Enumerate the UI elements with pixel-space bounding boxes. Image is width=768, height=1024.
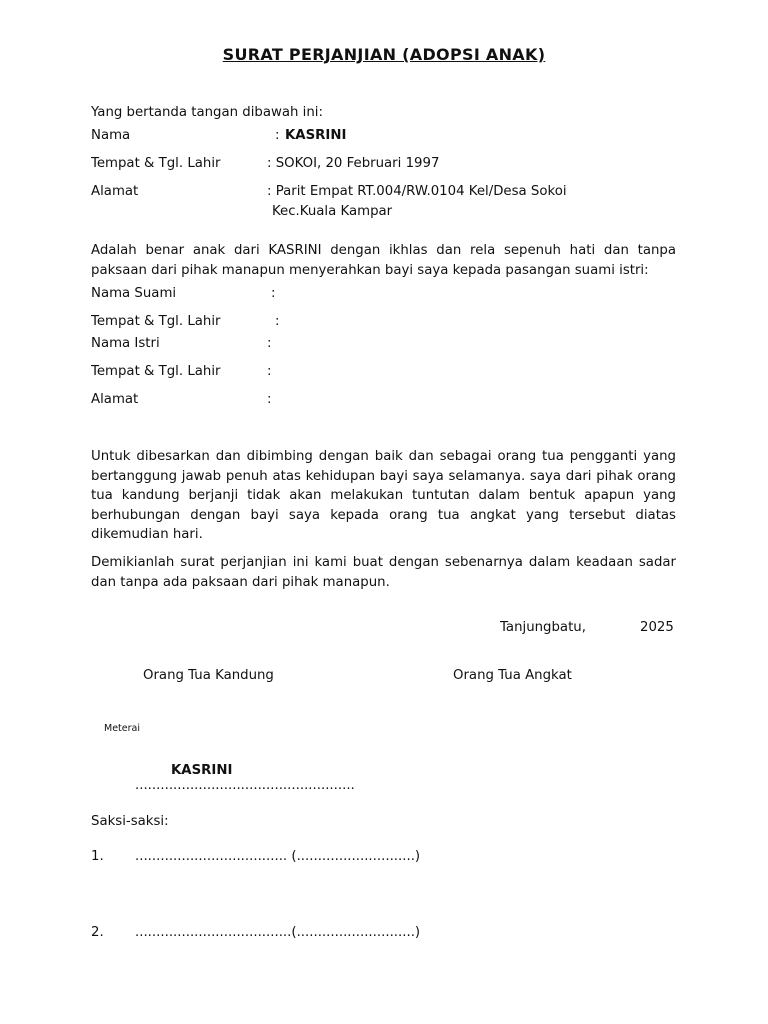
witness-number: 2. <box>91 925 104 940</box>
wife-birth-label: Tempat & Tgl. Lahir <box>91 364 221 379</box>
wife-name-colon: : <box>267 336 272 351</box>
wife-birth-colon: : <box>267 364 272 379</box>
witness-line: .................................... (............................) <box>135 849 421 864</box>
husband-name-colon: : <box>271 286 276 301</box>
signer-address-line1: : Parit Empat RT.004/RW.0104 Kel/Desa Sokoi <box>267 184 567 199</box>
signer-name-value: KASRINI <box>285 128 347 143</box>
stamp-label: Meterai <box>104 723 140 734</box>
witness-number: 1. <box>91 849 104 864</box>
place-text: Tanjungbatu, <box>500 620 586 635</box>
statement-paragraph: Adalah benar anak dari KASRINI dengan ikhlas dan rela sepenuh hati dan tanpa paksaan dari pihak manapun menyerahkan bayi saya kepada pasangan suami istri: <box>91 243 676 278</box>
adopters-address-colon: : <box>267 392 272 407</box>
husband-birth-label: Tempat & Tgl. Lahir <box>91 314 221 329</box>
adopters-address-label: Alamat <box>91 392 139 407</box>
signature-line: .................................................... <box>135 778 355 793</box>
witness-line: .....................................(............................) <box>135 925 421 940</box>
signer-name-label: Nama <box>91 128 131 143</box>
commitment-paragraph: Untuk dibesarkan dan dibimbing dengan baik dan sebagai orang tua pengganti yang bertanggung jawab penuh atas kehidupan bayi saya selamanya. saya dari pihak orang tua kandung berjanji tidak akan melakukan tuntutan dalam bentuk apapun yang berhubungan dengan bayi saya kepada orang tua angkat yang tersebut diatas dikemudian hari. <box>91 449 676 543</box>
signer-address-label: Alamat <box>91 184 139 199</box>
wife-name-label: Nama Istri <box>91 336 160 351</box>
document-title: SURAT PERJANJIAN (ADOPSI ANAK) <box>222 45 546 64</box>
biological-parent-name: KASRINI <box>171 763 233 778</box>
signer-name-colon: : <box>275 128 280 143</box>
husband-name-label: Nama Suami <box>91 286 177 301</box>
intro-text: Yang bertanda tangan dibawah ini: <box>91 105 323 120</box>
signer-address-line2: Kec.Kuala Kampar <box>272 204 393 219</box>
signer-birth-label: Tempat & Tgl. Lahir <box>91 156 221 171</box>
date-year: 2025 <box>640 620 674 635</box>
witnesses-label: Saksi-saksi: <box>91 814 169 829</box>
husband-birth-colon: : <box>275 314 280 329</box>
closing-paragraph: Demikianlah surat perjanjian ini kami buat dengan sebenarnya dalam keadaan sadar dan tanpa ada paksaan dari pihak manapun. <box>91 555 676 590</box>
adoptive-parent-label: Orang Tua Angkat <box>453 668 572 683</box>
signer-birth-value: : SOKOI, 20 Februari 1997 <box>267 156 440 171</box>
biological-parent-label: Orang Tua Kandung <box>143 668 274 683</box>
